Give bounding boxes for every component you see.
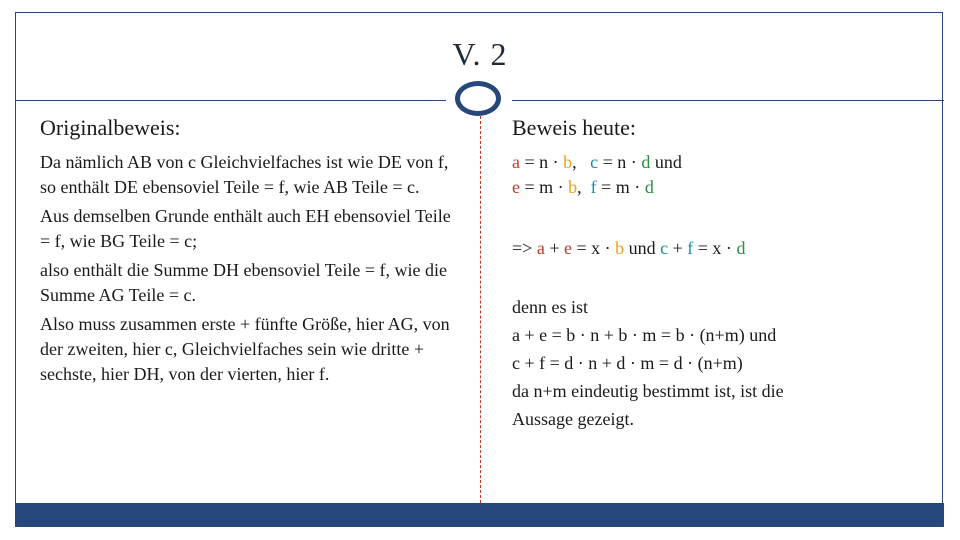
eq-text: = n · — [520, 152, 564, 172]
conclusion-line: Aussage gezeigt. — [512, 409, 634, 429]
var-a: a — [512, 152, 520, 172]
proof-paragraph: also enthält die Summe DH ebensoviel Teile = f, wie die Summe AG Teile = c. — [40, 260, 447, 305]
var-c: c — [660, 238, 669, 258]
var-d: d — [641, 152, 651, 172]
equation-line-2 — [512, 175, 932, 200]
original-proof-text — [40, 150, 460, 391]
eq-text: + — [544, 238, 564, 258]
var-a: a — [536, 238, 545, 258]
conclusion-line: da n+m eindeutig bestimmt ist, ist die — [512, 381, 784, 401]
var-d: d — [736, 238, 746, 258]
var-e: e — [512, 177, 520, 197]
proof-paragraph: Aus demselben Grunde enthält auch EH ebensoviel Teile = f, wie BG Teile = c; — [40, 206, 451, 251]
eq-text: , — [572, 152, 591, 172]
eq-text: , — [577, 177, 591, 197]
column-divider — [480, 116, 481, 503]
var-f: f — [590, 177, 597, 197]
equation-line-1 — [512, 150, 932, 175]
var-b: b — [563, 152, 573, 172]
eq-text: = m · — [520, 177, 569, 197]
eq-text: + — [668, 238, 688, 258]
conclusion-line: denn es ist — [512, 297, 588, 317]
var-f: f — [687, 238, 694, 258]
eq-text: => — [512, 238, 537, 258]
eq-text: = n · — [598, 152, 642, 172]
header-rule-right — [512, 100, 944, 101]
eq-text: und — [650, 152, 682, 172]
conclusion-line: a + e = b · n + b · m = b · (n+m) und — [512, 325, 777, 345]
eq-text: = x · — [571, 238, 616, 258]
var-d: d — [644, 177, 654, 197]
footer-bar — [15, 503, 944, 527]
proof-paragraph: Also muss zusammen erste + fünfte Größe, hier AG, von der zweiten, hier c, Gleichvielfaches sein wie dritte + sechste, hier DH, von der vierten, hier f. — [40, 314, 450, 384]
var-e: e — [563, 238, 572, 258]
proof-conclusion — [512, 293, 932, 433]
right-heading: Beweis heute: — [512, 115, 637, 140]
eq-text: = m · — [596, 177, 645, 197]
header-rule-left — [15, 100, 446, 101]
equation-line-3 — [512, 236, 932, 261]
left-heading: Originalbeweis: — [40, 115, 181, 140]
slide-title: V. 2 — [452, 36, 508, 72]
var-b: b — [568, 177, 578, 197]
var-c: c — [590, 152, 599, 172]
conclusion-line: c + f = d · n + d · m = d · (n+m) — [512, 353, 743, 373]
eq-text: und — [624, 238, 661, 258]
header-circle-ornament — [455, 81, 501, 116]
var-b: b — [615, 238, 625, 258]
modern-proof-text — [512, 150, 932, 433]
proof-paragraph: Da nämlich AB von c Gleichvielfaches ist wie DE von f, so enthält DE ebensoviel Teile = f, wie AB Teile = c. — [40, 152, 449, 197]
eq-text: = x · — [693, 238, 737, 258]
